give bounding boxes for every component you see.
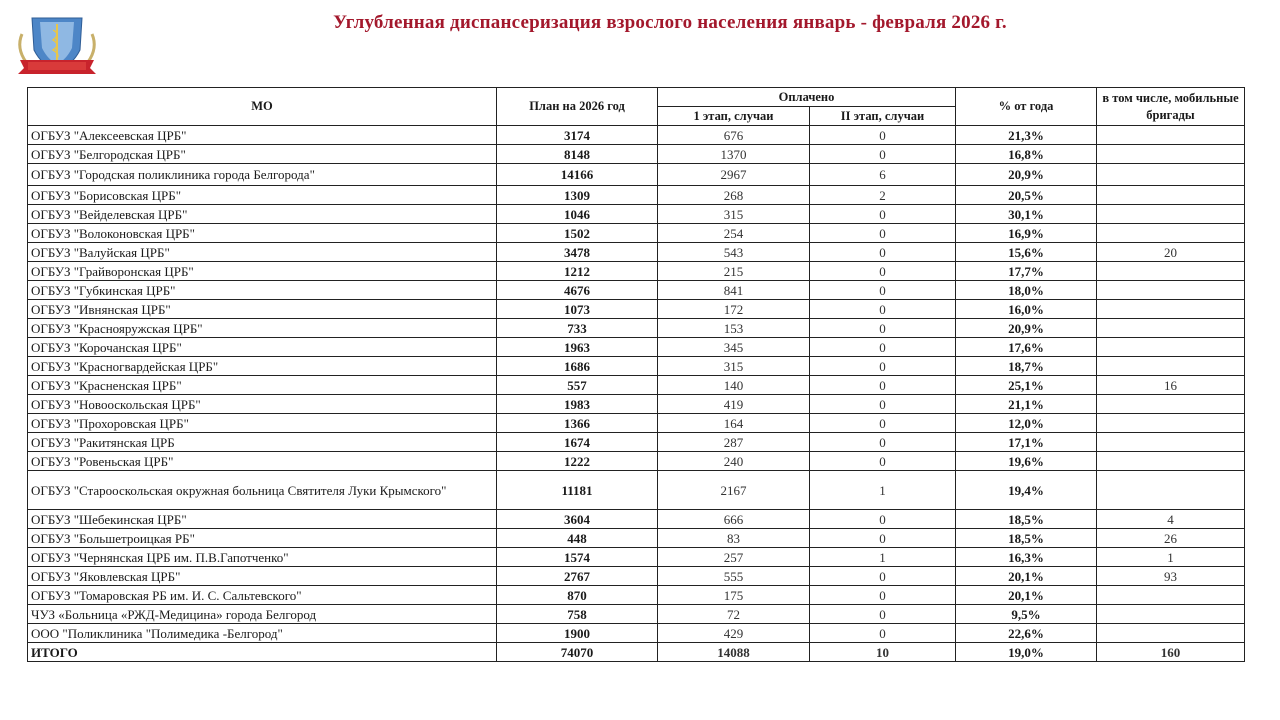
row-plan: 1674 xyxy=(497,433,658,452)
row-mobile: 1 xyxy=(1097,548,1245,567)
row-name: ОГБУЗ "Ровеньская ЦРБ" xyxy=(28,452,497,471)
row-name: ОГБУЗ "Ивнянская ЦРБ" xyxy=(28,300,497,319)
row-pct: 18,7% xyxy=(956,357,1097,376)
row-plan: 1212 xyxy=(497,262,658,281)
row-pct: 16,0% xyxy=(956,300,1097,319)
row-stage2: 0 xyxy=(810,395,956,414)
row-stage2: 0 xyxy=(810,262,956,281)
row-plan: 1366 xyxy=(497,414,658,433)
row-plan: 14166 xyxy=(497,164,658,186)
row-mobile xyxy=(1097,586,1245,605)
table-row xyxy=(28,164,1245,186)
row-stage2: 0 xyxy=(810,529,956,548)
row-name: ОГБУЗ "Новооскольская ЦРБ" xyxy=(28,395,497,414)
row-stage1: 315 xyxy=(658,205,810,224)
row-pct: 9,5% xyxy=(956,605,1097,624)
row-mobile xyxy=(1097,433,1245,452)
row-name: ОГБУЗ "Шебекинская ЦРБ" xyxy=(28,510,497,529)
page-title: Углубленная диспансеризация взрослого населения январь - февраля 2026 г. xyxy=(333,12,1007,33)
row-stage1: 1370 xyxy=(658,145,810,164)
row-pct: 20,1% xyxy=(956,586,1097,605)
row-pct: 20,5% xyxy=(956,186,1097,205)
row-plan: 2767 xyxy=(497,567,658,586)
row-stage1: 2167 xyxy=(658,471,810,510)
row-name: ОГБУЗ "Чернянская ЦРБ им. П.В.Гапотченко" xyxy=(28,548,497,567)
row-stage1: 555 xyxy=(658,567,810,586)
row-plan: 3604 xyxy=(497,510,658,529)
row-pct: 12,0% xyxy=(956,414,1097,433)
row-name: ОГБУЗ "Корочанская ЦРБ" xyxy=(28,338,497,357)
row-name: ОГБУЗ "Красногвардейская ЦРБ" xyxy=(28,357,497,376)
row-stage2: 1 xyxy=(810,471,956,510)
row-plan: 1900 xyxy=(497,624,658,643)
row-mobile: 16 xyxy=(1097,376,1245,395)
table-row xyxy=(28,605,1245,624)
table-row xyxy=(28,433,1245,452)
row-stage1: 153 xyxy=(658,319,810,338)
row-mobile: 26 xyxy=(1097,529,1245,548)
row-plan: 1309 xyxy=(497,186,658,205)
row-mobile xyxy=(1097,452,1245,471)
row-pct: 17,7% xyxy=(956,262,1097,281)
row-stage1: 287 xyxy=(658,433,810,452)
row-mobile: 20 xyxy=(1097,243,1245,262)
row-pct: 16,9% xyxy=(956,224,1097,243)
table-row xyxy=(28,205,1245,224)
column-header-mobile: в том числе, мобильные бригады xyxy=(1097,88,1245,126)
row-stage2: 0 xyxy=(810,319,956,338)
row-stage2: 0 xyxy=(810,624,956,643)
table-row xyxy=(28,567,1245,586)
row-stage2: 1 xyxy=(810,548,956,567)
table-row xyxy=(28,300,1245,319)
row-stage1: 254 xyxy=(658,224,810,243)
table-row xyxy=(28,319,1245,338)
row-name: ОГБУЗ "Борисовская ЦРБ" xyxy=(28,186,497,205)
table-row xyxy=(28,243,1245,262)
row-plan: 1502 xyxy=(497,224,658,243)
row-pct: 21,1% xyxy=(956,395,1097,414)
row-stage1: 2967 xyxy=(658,164,810,186)
row-stage1: 257 xyxy=(658,548,810,567)
row-name: ОГБУЗ "Прохоровская ЦРБ" xyxy=(28,414,497,433)
column-header-pct: % от года xyxy=(956,88,1097,126)
row-stage1: 268 xyxy=(658,186,810,205)
row-pct: 19,4% xyxy=(956,471,1097,510)
row-stage1: 429 xyxy=(658,624,810,643)
column-header-mo: МО xyxy=(28,88,497,126)
table-row xyxy=(28,338,1245,357)
row-name: ОГБУЗ "Старооскольская окружная больница Святителя Луки Крымского" xyxy=(28,471,497,510)
table-row xyxy=(28,145,1245,164)
row-name: ОГБУЗ "Ракитянская ЦРБ xyxy=(28,433,497,452)
row-name: ОГБУЗ "Валуйская ЦРБ" xyxy=(28,243,497,262)
row-pct: 16,8% xyxy=(956,145,1097,164)
table-row xyxy=(28,126,1245,145)
row-stage2: 0 xyxy=(810,586,956,605)
row-name: ОГБУЗ "Волоконовская ЦРБ" xyxy=(28,224,497,243)
row-stage1: 676 xyxy=(658,126,810,145)
table-row xyxy=(28,624,1245,643)
row-stage1: 240 xyxy=(658,452,810,471)
row-name: ОГБУЗ "Большетроицкая РБ" xyxy=(28,529,497,548)
dispensary-report-table xyxy=(27,87,1245,662)
row-plan: 3174 xyxy=(497,126,658,145)
row-stage2: 0 xyxy=(810,510,956,529)
row-stage1: 172 xyxy=(658,300,810,319)
row-plan: 1222 xyxy=(497,452,658,471)
row-mobile: 4 xyxy=(1097,510,1245,529)
table-row xyxy=(28,414,1245,433)
row-name: ИТОГО xyxy=(28,643,497,662)
row-stage2: 0 xyxy=(810,376,956,395)
row-plan: 11181 xyxy=(497,471,658,510)
row-mobile xyxy=(1097,262,1245,281)
row-mobile: 93 xyxy=(1097,567,1245,586)
row-name: ОГБУЗ "Вейделевская ЦРБ" xyxy=(28,205,497,224)
row-name: ОГБУЗ "Томаровская РБ им. И. С. Сальтевского" xyxy=(28,586,497,605)
row-pct: 25,1% xyxy=(956,376,1097,395)
row-stage1: 315 xyxy=(658,357,810,376)
row-plan: 4676 xyxy=(497,281,658,300)
row-stage2: 0 xyxy=(810,605,956,624)
row-pct: 22,6% xyxy=(956,624,1097,643)
row-pct: 20,9% xyxy=(956,164,1097,186)
row-plan: 733 xyxy=(497,319,658,338)
row-pct: 18,0% xyxy=(956,281,1097,300)
row-plan: 557 xyxy=(497,376,658,395)
row-plan: 1046 xyxy=(497,205,658,224)
row-mobile xyxy=(1097,319,1245,338)
row-stage1: 140 xyxy=(658,376,810,395)
row-stage2: 0 xyxy=(810,433,956,452)
row-pct: 20,9% xyxy=(956,319,1097,338)
row-name: ОГБУЗ "Алексеевская ЦРБ" xyxy=(28,126,497,145)
table-row xyxy=(28,186,1245,205)
row-mobile xyxy=(1097,164,1245,186)
column-header-stage1: 1 этап, случаи xyxy=(658,107,810,126)
table-row xyxy=(28,395,1245,414)
row-plan: 8148 xyxy=(497,145,658,164)
row-mobile xyxy=(1097,205,1245,224)
row-stage2: 2 xyxy=(810,186,956,205)
row-stage1: 215 xyxy=(658,262,810,281)
row-pct: 19,6% xyxy=(956,452,1097,471)
table-row xyxy=(28,471,1245,510)
row-mobile xyxy=(1097,338,1245,357)
row-stage2: 0 xyxy=(810,452,956,471)
row-stage2: 10 xyxy=(810,643,956,662)
row-stage2: 0 xyxy=(810,300,956,319)
row-plan: 870 xyxy=(497,586,658,605)
table-row xyxy=(28,281,1245,300)
table-row xyxy=(28,452,1245,471)
row-pct: 21,3% xyxy=(956,126,1097,145)
row-plan: 1983 xyxy=(497,395,658,414)
row-plan: 1686 xyxy=(497,357,658,376)
row-plan: 3478 xyxy=(497,243,658,262)
row-stage1: 543 xyxy=(658,243,810,262)
row-mobile: 160 xyxy=(1097,643,1245,662)
row-stage1: 419 xyxy=(658,395,810,414)
row-stage2: 6 xyxy=(810,164,956,186)
row-mobile xyxy=(1097,300,1245,319)
table-row xyxy=(28,529,1245,548)
row-stage2: 0 xyxy=(810,126,956,145)
row-stage2: 0 xyxy=(810,145,956,164)
row-stage1: 72 xyxy=(658,605,810,624)
column-header-plan: План на 2026 год xyxy=(497,88,658,126)
row-plan: 1073 xyxy=(497,300,658,319)
row-plan: 758 xyxy=(497,605,658,624)
row-mobile xyxy=(1097,145,1245,164)
row-stage2: 0 xyxy=(810,357,956,376)
row-stage2: 0 xyxy=(810,567,956,586)
row-stage1: 841 xyxy=(658,281,810,300)
column-header-paid-group: Оплачено xyxy=(658,88,956,107)
row-name: ОГБУЗ "Губкинская ЦРБ" xyxy=(28,281,497,300)
row-mobile xyxy=(1097,126,1245,145)
row-stage2: 0 xyxy=(810,338,956,357)
row-stage1: 164 xyxy=(658,414,810,433)
row-stage1: 83 xyxy=(658,529,810,548)
row-pct: 30,1% xyxy=(956,205,1097,224)
row-plan: 1574 xyxy=(497,548,658,567)
row-stage2: 0 xyxy=(810,243,956,262)
row-pct: 17,1% xyxy=(956,433,1097,452)
row-mobile xyxy=(1097,186,1245,205)
row-plan: 74070 xyxy=(497,643,658,662)
table-row xyxy=(28,548,1245,567)
table-row xyxy=(28,357,1245,376)
table-row xyxy=(28,376,1245,395)
row-name: ООО "Поликлиника "Полимедика -Белгород" xyxy=(28,624,497,643)
row-pct: 18,5% xyxy=(956,529,1097,548)
row-name: ОГБУЗ "Грайворонская ЦРБ" xyxy=(28,262,497,281)
row-name: ОГБУЗ "Красненская ЦРБ" xyxy=(28,376,497,395)
row-mobile xyxy=(1097,605,1245,624)
row-pct: 15,6% xyxy=(956,243,1097,262)
table-row xyxy=(28,586,1245,605)
row-stage2: 0 xyxy=(810,281,956,300)
row-stage2: 0 xyxy=(810,224,956,243)
row-pct: 20,1% xyxy=(956,567,1097,586)
row-mobile xyxy=(1097,395,1245,414)
row-plan: 1963 xyxy=(497,338,658,357)
row-stage1: 14088 xyxy=(658,643,810,662)
row-name: ОГБУЗ "Белгородская ЦРБ" xyxy=(28,145,497,164)
row-plan: 448 xyxy=(497,529,658,548)
row-mobile xyxy=(1097,471,1245,510)
row-name: ОГБУЗ "Краснояружская ЦРБ" xyxy=(28,319,497,338)
row-name: ОГБУЗ "Яковлевская ЦРБ" xyxy=(28,567,497,586)
row-mobile xyxy=(1097,624,1245,643)
row-mobile xyxy=(1097,414,1245,433)
table-row xyxy=(28,262,1245,281)
row-pct: 18,5% xyxy=(956,510,1097,529)
row-mobile xyxy=(1097,357,1245,376)
row-stage1: 345 xyxy=(658,338,810,357)
row-stage2: 0 xyxy=(810,414,956,433)
total-row xyxy=(28,643,1245,662)
row-stage1: 666 xyxy=(658,510,810,529)
row-mobile xyxy=(1097,281,1245,300)
row-name: ОГБУЗ "Городская поликлиника города Белгорода" xyxy=(28,164,497,186)
row-stage1: 175 xyxy=(658,586,810,605)
row-pct: 16,3% xyxy=(956,548,1097,567)
row-mobile xyxy=(1097,224,1245,243)
table-body xyxy=(28,126,1245,662)
row-name: ЧУЗ «Больница «РЖД-Медицина» города Белгород xyxy=(28,605,497,624)
row-pct: 17,6% xyxy=(956,338,1097,357)
table-row xyxy=(28,224,1245,243)
column-header-stage2: II этап, случаи xyxy=(810,107,956,126)
table-row xyxy=(28,510,1245,529)
row-pct: 19,0% xyxy=(956,643,1097,662)
row-stage2: 0 xyxy=(810,205,956,224)
